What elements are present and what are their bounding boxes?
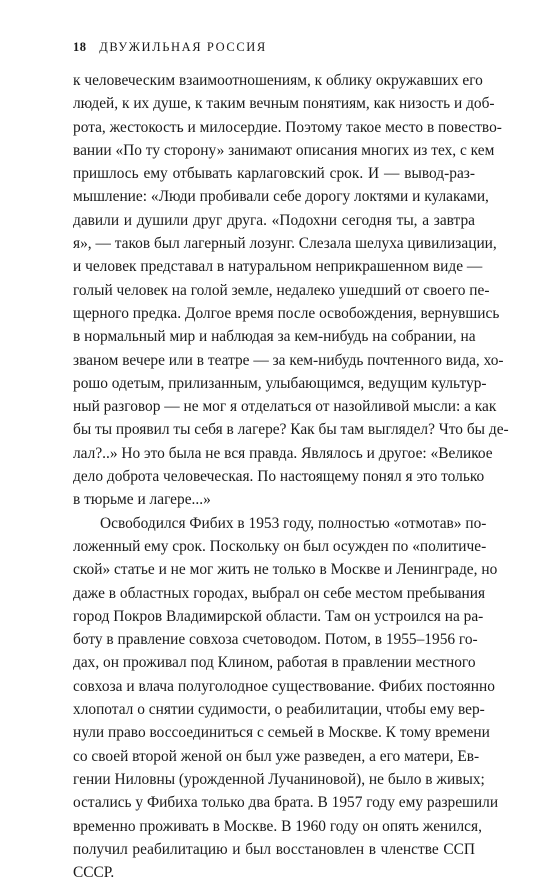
text-line: совхоза и влача полуголодное существование. Фибих постоянно: [73, 677, 495, 695]
text-line: Освободился Фибих в 1953 году, полностью «отмотав» по-: [100, 514, 487, 532]
text-line: СССР.: [73, 864, 115, 882]
paragraph: [73, 512, 499, 884]
text-line: даже в областных городах, выбрал он себе местом пребывания: [73, 584, 486, 602]
text-line: бы ты проявил ты себя в лагере? Как бы там выглядел? Что бы де-: [73, 421, 509, 439]
text-line: гении Ниловны (урожденной Лучаниновой), не было в живых;: [73, 770, 485, 788]
text-line: город Покров Владимирской области. Там он устроился на ра-: [73, 607, 484, 625]
text-line: званом вечере или в театре — за кем-нибудь почтенного вида, хо-: [73, 351, 504, 369]
text-line: ской» статье и не мог жить не только в Москве и Ленинграде, но: [73, 561, 498, 579]
paragraph: [73, 69, 509, 512]
text-line: людей, к их душе, к таким вечным понятиям, как низость и доб-: [73, 95, 495, 113]
text-line: ный разговор — не мог я отделаться от назойливой мысли: а как: [73, 398, 497, 416]
text-line: я», — таков был лагерный лозунг. Слезала шелуха цивилизации,: [73, 235, 497, 253]
text-line: давили и душили друг друга. «Подохни сегодня ты, а завтра: [73, 211, 475, 229]
text-line: временно проживать в Москве. В 1960 году он опять женился,: [73, 817, 482, 835]
text-line: ложенный ему срок. Поскольку он был осужден по «политиче-: [73, 537, 487, 555]
text-line: дело доброта человеческая. По настоящему понял я это только: [73, 468, 485, 486]
text-line: нули право воссоединиться с семьей в Москве. К тому времени: [73, 724, 490, 742]
page-number: 18: [73, 40, 87, 54]
text-line: боту в правление совхоза счетоводом. Потом, в 1955–1956 го-: [73, 631, 478, 649]
text-line: лал?..» Но это была не вся правда. Являлось и другое: «Великое: [73, 444, 493, 462]
text-line: рошо одетым, прилизанным, улыбающимся, ведущим культур-: [73, 374, 487, 392]
text-line: вании «По ту сторону» занимают описания многих из тех, с кем: [73, 141, 495, 159]
text-line: пришлось ему отбывать карлаговский срок. И — вывод-раз-: [73, 165, 475, 183]
text-line: мышление: «Люди пробивали себе дорогу локтями и кулаками,: [73, 188, 489, 206]
text-line: щерного предка. Долгое время после освобождения, вернувшись: [73, 304, 500, 322]
body-text: [73, 69, 509, 884]
running-title: ДВУЖИЛЬНАЯ РОССИЯ: [99, 40, 267, 54]
text-line: рота, жестокость и милосердие. Поэтому такое место в повество-: [73, 118, 502, 136]
text-line: в тюрьме и лагере...»: [73, 491, 211, 509]
text-line: хлопотал о снятии судимости, о реабилитации, чтобы ему вер-: [73, 701, 485, 719]
text-line: получил реабилитацию и был восстановлен в членстве ССП: [73, 840, 475, 858]
text-line: в нормальный мир и наблюдая за кем-нибудь на собрании, на: [73, 328, 476, 346]
running-header: [73, 40, 267, 55]
text-line: остались у Фибиха только два брата. В 1957 году ему разрешили: [73, 794, 499, 812]
text-line: голый человек на голой земле, недалеко ушедший от своего пе-: [73, 281, 490, 299]
text-line: к человеческим взаимоотношениям, к облику окружавших его: [73, 72, 483, 89]
text-line: со своей второй женой он был уже разведен, а его матери, Ев-: [73, 747, 480, 765]
text-line: и человек представал в натуральном неприкрашенном виде —: [73, 258, 483, 276]
text-line: дах, он проживал под Клином, работая в правлении местного: [73, 654, 476, 672]
